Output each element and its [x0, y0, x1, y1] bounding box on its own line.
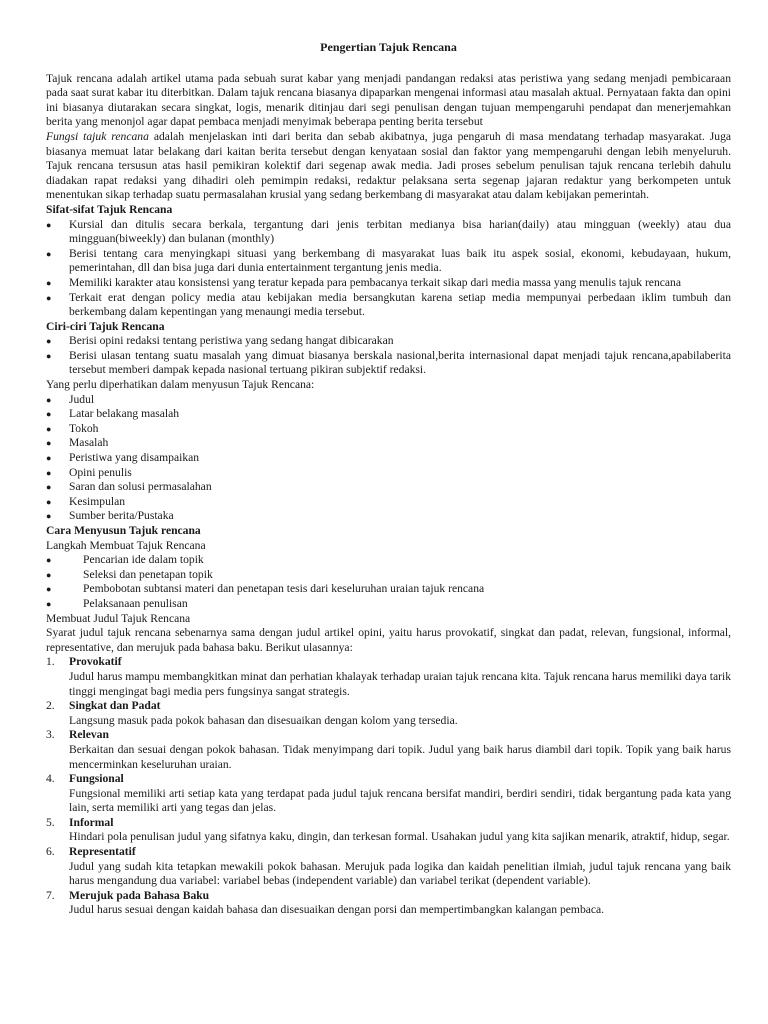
list-item: ● Berisi ulasan tentang suatu masalah yang dimuat biasanya berskala nasional,berita internasional dapat menjadi tajuk rencana,apabilaberita tersebut memberi dampak kepada nasional tertuang pikiran subjektif redaksi. — [46, 349, 731, 378]
numbered-item — [46, 655, 731, 699]
item-number: 5. — [46, 815, 55, 829]
list-item: ● Saran dan solusi permasalahan — [46, 480, 731, 495]
list-item: ● Berisi tentang cara menyingkapi situasi yang berkembang di masyarakat luas baik itu aspek sosial, ekonomi, kebudayaan, hukum, pemerintahan, dll dan bisa juga dari dunia entertainment tergantung jenis media. — [46, 247, 731, 276]
sifat-list — [46, 218, 731, 320]
item-text: Berkaitan dan sesuai dengan pokok bahasan. Tidak menyimpang dari topik. Judul yang baik harus diambil dari topik. Topik yang baik harus mencerminkan keseluruhan uraian. — [69, 742, 731, 771]
list-item: ● Tokoh — [46, 422, 731, 437]
diperhatikan-list — [46, 393, 731, 524]
numbered-item — [46, 772, 731, 816]
list-item: ● Pencarian ide dalam topik — [46, 553, 731, 568]
item-number: 7. — [46, 888, 55, 902]
list-item: ● Terkait erat dengan policy media atau kebijakan media bersangkutan karena setiap media mempunyai perbedaan iklim tumbuh dan berkembang dalam kepentingan yang menaungi media tersebut. — [46, 291, 731, 320]
cara-heading: Cara Menyusun Tajuk rencana — [46, 524, 201, 537]
numbered-item — [46, 728, 731, 772]
list-item: ● Berisi opini redaksi tentang peristiwa yang sedang hangat dibicarakan — [46, 334, 731, 349]
list-item: ● Pembobotan subtansi materi dan penetapan tesis dari keseluruhan uraian tajuk rencana — [46, 582, 731, 597]
item-text: Hindari pola penulisan judul yang sifatnya kaku, dingin, dan terkesan formal. Usahakan judul yang kita sajikan menarik, atraktif, hidup, segar. — [69, 830, 730, 844]
item-text: Fungsional memiliki arti setiap kata yang terdapat pada judul tajuk rencana bersifat mandiri, berdiri sendiri, tidak bergantung pada kata yang lain, serta memiliki arti yang tegas dan jelas. — [69, 786, 731, 815]
item-title: Merujuk pada Bahasa Baku — [69, 888, 210, 902]
ciri-heading: Ciri-ciri Tajuk Rencana — [46, 319, 165, 333]
list-item: ● Memiliki karakter atau konsistensi yang teratur kepada para pembacanya terkait sikap dari media massa yang menulis tajuk rencana — [46, 276, 731, 291]
intro-paragraph: Tajuk rencana adalah artikel utama pada sebuah surat kabar yang menjadi pandangan redaksi atas peristiwa yang sedang menjadi pembicaraan pada saat surat kabar itu diterbitkan. Dalam tajuk rencana biasanya dipaparkan mengenai informasi atau masalah aktual. Pernyataan fakta dan opini ini biasanya diutarakan secara singkat, logis, menarik ditinjau dari segi penulisan dengan tujuan mempengaruhi pendapat dan menerjemahkan berita yang menonjol agar dapat pembaca menjadi menyimak beberapa penting berita tersebut — [46, 71, 731, 129]
item-text: Judul yang sudah kita tetapkan mewakili pokok bahasan. Merujuk pada logika dan kaidah penelitian ilmiah, judul tajuk rencana yang baik harus mengandung dua variabel: variabel bebas (independent variable) dan variabel terikat (dependent variable). — [69, 859, 731, 888]
list-item: ● Opini penulis — [46, 466, 731, 481]
item-number: 2. — [46, 699, 55, 713]
numbered-item — [46, 845, 731, 889]
item-number: 1. — [46, 655, 55, 669]
item-title: Informal — [69, 815, 114, 829]
syarat-paragraph: Syarat judul tajuk rencana sebenarnya sama dengan judul artikel opini, yaitu harus provokatif, singkat dan padat, relevan, fungsional, informal, representative, dan merujuk pada bahasa baku. Berikut ulasannya: — [46, 626, 731, 654]
list-item: ● Sumber berita/Pustaka — [46, 509, 731, 524]
judul-subheading: Membuat Judul Tajuk Rencana — [46, 611, 191, 625]
item-text: Judul harus sesuai dengan kaidah bahasa dan disesuaikan dengan porsi dan mempertimbangkan kalangan pembaca. — [69, 903, 605, 917]
list-item: ● Seleksi dan penetapan topik — [46, 568, 731, 583]
item-title: Provokatif — [69, 655, 122, 669]
list-item: ● Kesimpulan — [46, 495, 731, 510]
item-number: 4. — [46, 772, 55, 786]
item-title: Representatif — [69, 845, 136, 859]
item-text: Langsung masuk pada pokok bahasan dan disesuaikan dengan kolom yang tersedia. — [69, 713, 458, 727]
numbered-item — [46, 816, 731, 845]
list-item: ● Judul — [46, 393, 731, 408]
item-text: Judul harus mampu membangkitkan minat dan perhatian khalayak terhadap uraian tajuk rencana kita. Tajuk rencana harus memiliki daya tarik tinggi mengingat bagi media pers fungsinya sangat strategis. — [69, 669, 731, 698]
function-text: adalah menjelaskan inti dari berita dan sebab akibatnya, juga pengaruh di masa mendatang terhadap masyarakat. Juga biasanya memuat latar belakang dari kaitan berita tersebut dengan kenyataan sosial dan faktor yang mempengaruhi dengan lebih menyeluruh. Tajuk rencana tersusun atas hasil pemikiran kolektif dari segenap awak media. Jadi proses sebelum penulisan tajuk rencana terlebih dahulu diadakan rapat redaksi yang dihadiri oleh pemimpin redaksi, redaktur pelaksana serta segenap jajaran redaktur yang berkompeten untuk menentukan sikap terhadap suatu permasalahan krusial yang sedang berkembang di masyarakat atau dalam kebijakan pemerintah. — [46, 129, 732, 202]
item-title: Fungsional — [69, 772, 124, 786]
list-item: ● Peristiwa yang disampaikan — [46, 451, 731, 466]
list-item: ● Kursial dan ditulis secara berkala, tergantung dari jenis terbitan medianya bisa harian(daily) atau mingguan (weekly) atau dua mingguan(biweekly) dan bulanan (monthly) — [46, 218, 731, 247]
list-item: ● Latar belakang masalah — [46, 407, 731, 422]
function-paragraph — [46, 130, 731, 203]
item-number: 6. — [46, 845, 55, 859]
numbered-item — [46, 699, 731, 728]
document-page — [46, 40, 731, 918]
diperhatikan-intro: Yang perlu diperhatikan dalam menyusun Tajuk Rencana: — [46, 378, 315, 392]
numbered-item — [46, 889, 731, 918]
ciri-list — [46, 334, 731, 378]
sifat-heading: Sifat-sifat Tajuk Rencana — [46, 202, 173, 216]
page-title: Pengertian Tajuk Rencana — [320, 40, 457, 54]
langkah-subheading: Langkah Membuat Tajuk Rencana — [46, 538, 206, 552]
item-title: Singkat dan Padat — [69, 699, 161, 713]
langkah-list — [46, 553, 731, 611]
list-item: ● Masalah — [46, 436, 731, 451]
item-title: Relevan — [69, 728, 109, 742]
syarat-list — [46, 655, 731, 918]
function-term: Fungsi tajuk rencana — [46, 129, 149, 143]
list-item: ● Pelaksanaan penulisan — [46, 597, 731, 612]
item-number: 3. — [46, 728, 55, 742]
